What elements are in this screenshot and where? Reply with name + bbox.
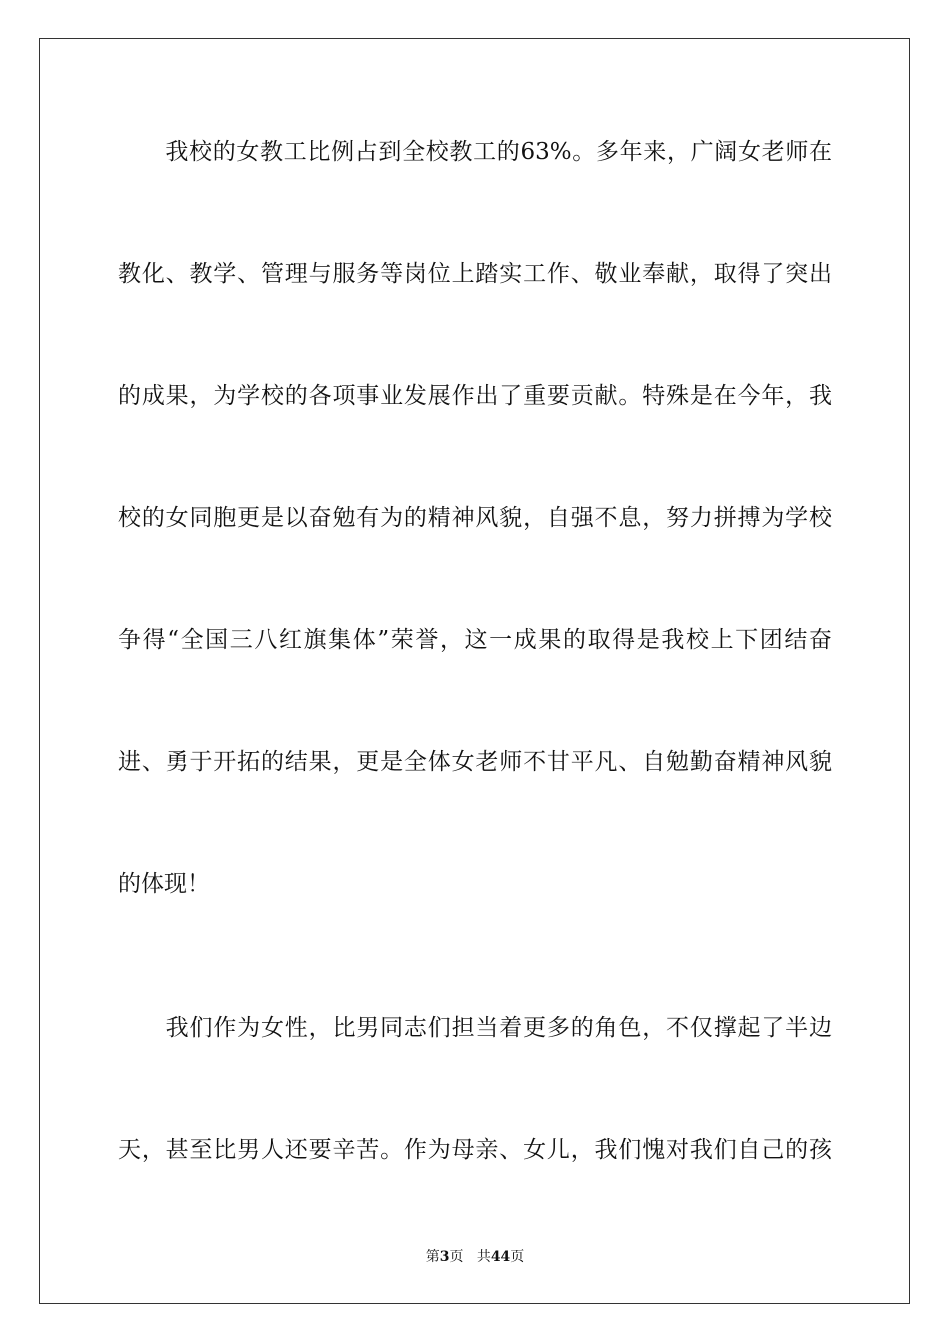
footer-total-prefix: 共 bbox=[476, 1249, 491, 1265]
body-line-1: 我校的女教工比例占到全校教工的63%。多年来，广阔女老师在 bbox=[118, 139, 832, 165]
page-footer bbox=[0, 1248, 950, 1266]
footer-total-pages: 44 bbox=[490, 1249, 511, 1265]
body-line-9: 天，甚至比男人还要辛苦。作为母亲、女儿，我们愧对我们自己的孩 bbox=[118, 1137, 832, 1163]
footer-page-number: 3 bbox=[439, 1249, 450, 1265]
footer-page-suffix: 页 bbox=[449, 1249, 464, 1265]
body-line-6: 进、勇于开拓的结果，更是全体女老师不甘平凡、自勉勤奋精神风貌 bbox=[118, 749, 832, 775]
body-line-8: 我们作为女性，比男同志们担当着更多的角色，不仅撑起了半边 bbox=[118, 1015, 832, 1041]
body-line-2: 教化、教学、管理与服务等岗位上踏实工作、敬业奉献，取得了突出 bbox=[118, 261, 832, 287]
footer-prefix: 第 bbox=[425, 1249, 440, 1265]
body-line-3: 的成果，为学校的各项事业发展作出了重要贡献。特殊是在今年，我 bbox=[118, 383, 832, 409]
body-line-7: 的体现！ bbox=[118, 871, 210, 897]
body-line-5: 争得“全国三八红旗集体”荣誉，这一成果的取得是我校上下团结奋 bbox=[118, 627, 832, 653]
page-border bbox=[39, 38, 910, 1304]
body-line-4: 校的女同胞更是以奋勉有为的精神风貌，自强不息，努力拼搏为学校 bbox=[118, 505, 832, 531]
footer-total-suffix: 页 bbox=[510, 1249, 525, 1265]
